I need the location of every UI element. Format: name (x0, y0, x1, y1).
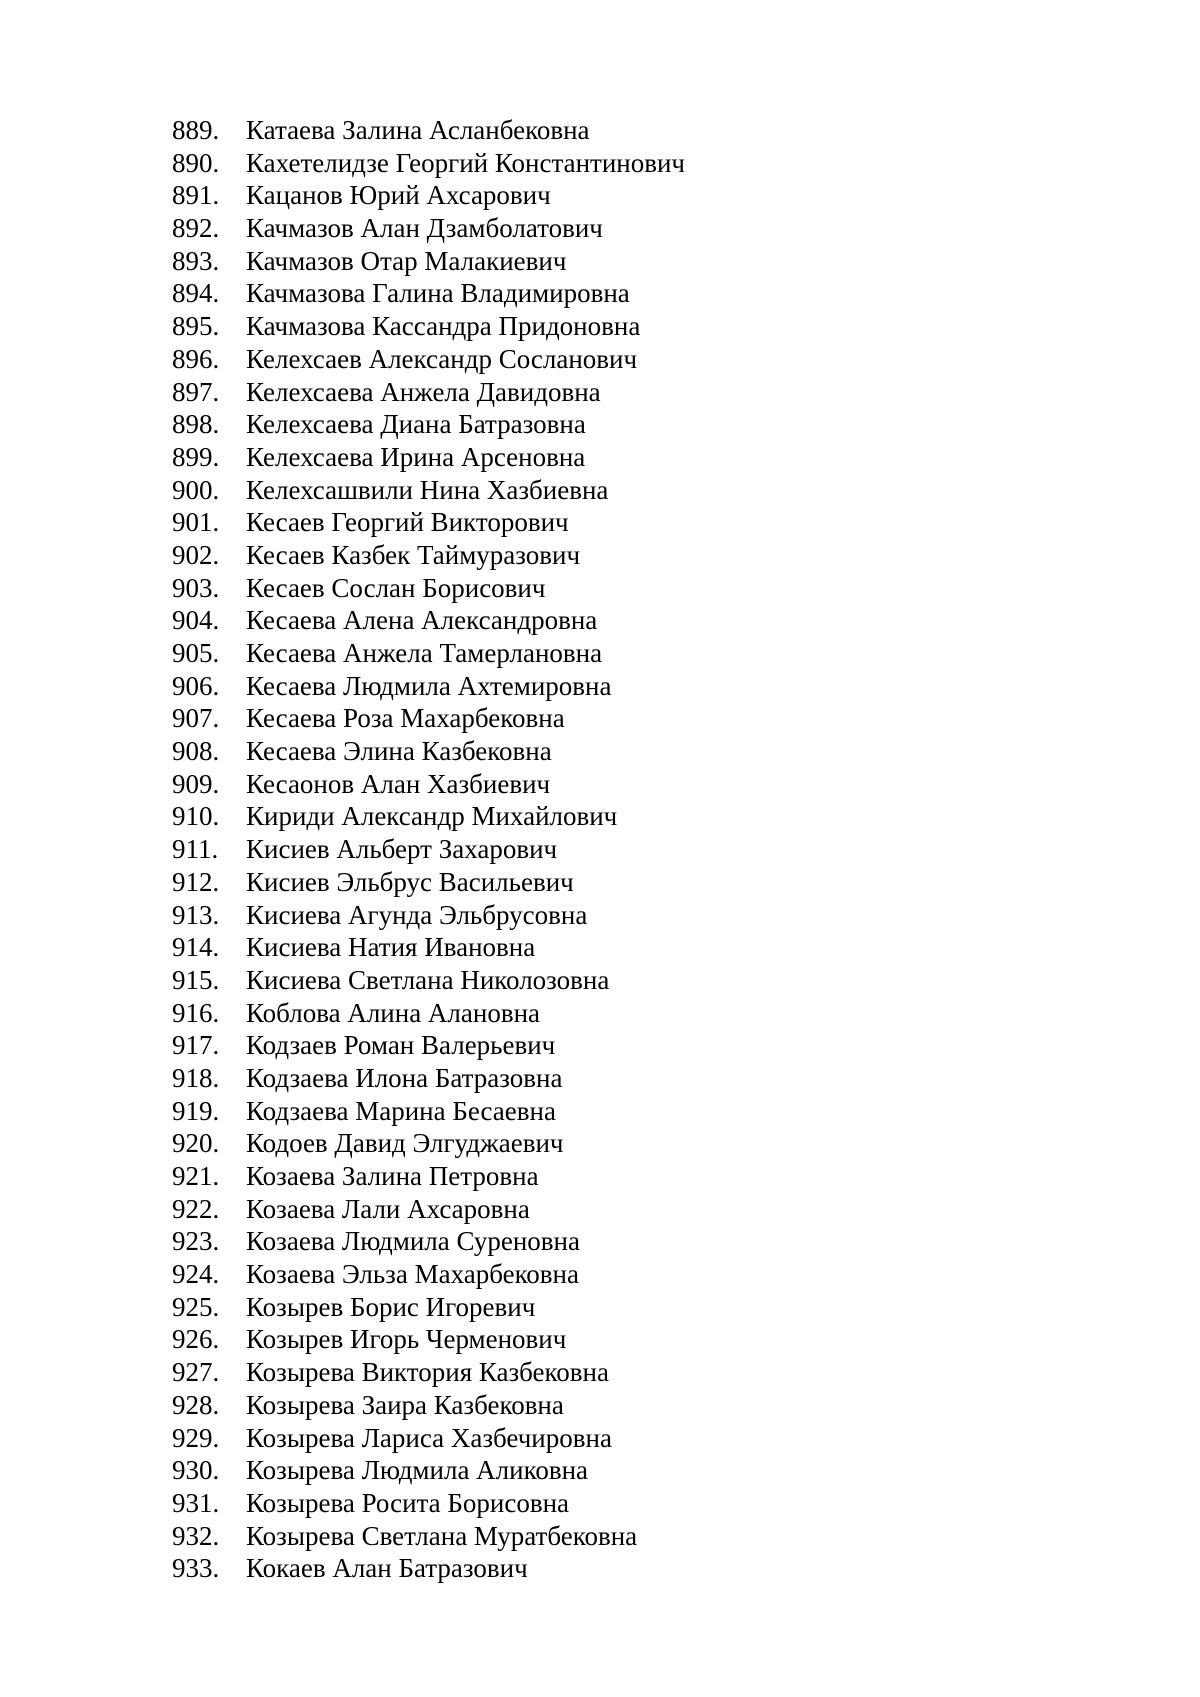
entry-name: Козырев Борис Игоревич (246, 1291, 536, 1322)
entry-name: Кокаев Алан Батразович (246, 1553, 528, 1584)
entry-name: Кесаева Элина Казбековна (246, 736, 552, 767)
entry-number: 921. (172, 1161, 220, 1191)
entry-number: 910. (172, 801, 220, 832)
entry-number: 919. (172, 1095, 220, 1126)
entry-name: Козаева Лали Ахсаровна (246, 1193, 530, 1224)
entry-name: Кисиева Светлана Николозовна (246, 964, 610, 995)
entry-name: Келехсашвили Нина Хазбиевна (246, 474, 609, 505)
entry-name: Кодоев Давид Элгуджаевич (246, 1128, 564, 1159)
entry-name: Кесаева Людмила Ахтемировна (246, 670, 612, 701)
entry-number: 922. (172, 1193, 220, 1224)
entry-name: Келехсаева Анжела Давидовна (246, 376, 601, 407)
entry-number: 898. (172, 409, 220, 440)
entry-number: 890. (172, 147, 220, 178)
entry-name: Кесаева Роза Махарбековна (246, 703, 565, 734)
entry-number: 924. (172, 1259, 220, 1290)
entry-number: 932. (172, 1520, 220, 1551)
entry-number: 917. (172, 1030, 220, 1061)
entry-name: Кесаева Алена Александровна (246, 605, 598, 636)
entry-name: Качмазов Отар Малакиевич (246, 245, 567, 276)
entry-name: Козырева Росита Борисовна (246, 1487, 570, 1518)
entry-name: Козырева Виктория Казбековна (246, 1357, 609, 1388)
entry-name: Кахетелидзе Георгий Константинович (246, 147, 686, 178)
entry-number: 916. (172, 997, 220, 1028)
entry-name: Качмазова Галина Владимировна (246, 278, 630, 309)
entry-name: Кириди Александр Михайлович (246, 801, 618, 832)
entry-name: Козаева Эльза Махарбековна (246, 1259, 579, 1290)
entry-number: 914. (172, 932, 220, 963)
entry-number: 906. (172, 670, 220, 701)
entry-name: Качмазов Алан Дзамболатович (246, 213, 603, 244)
entry-name: Качмазова Кассандра Придоновна (246, 311, 641, 342)
entry-number: 893. (172, 245, 220, 276)
entry-number: 903. (172, 572, 220, 603)
entry-name: Кодзаев Роман Валерьевич (246, 1030, 556, 1061)
entry-number: 901. (172, 507, 220, 538)
entry-name: Кесаев Казбек Таймуразович (246, 539, 581, 570)
entry-number: 920. (172, 1128, 220, 1159)
entry-number: 923. (172, 1226, 220, 1257)
entry-number: 894. (172, 278, 220, 309)
entry-name: Коблова Алина Алановна (246, 997, 541, 1028)
entry-number: 892. (172, 213, 220, 244)
entry-number: 931. (172, 1487, 220, 1518)
entry-name: Кисиев Эльбрус Васильевич (246, 866, 574, 897)
entry-number: 929. (172, 1422, 220, 1453)
entry-number: 907. (172, 703, 220, 734)
entry-number: 891. (172, 180, 220, 211)
entry-name: Кесаев Георгий Викторович (246, 507, 569, 538)
entry-name: Кодзаева Илона Батразовна (246, 1062, 563, 1093)
entry-number: 896. (172, 343, 220, 374)
entry-number: 930. (172, 1455, 220, 1486)
entry-name: Кацанов Юрий Ахсарович (246, 180, 551, 211)
entry-number: 904. (172, 605, 220, 636)
entry-name: Келехсаева Диана Батразовна (246, 409, 586, 440)
entry-number: 913. (172, 899, 220, 930)
entry-name: Козырева Заира Казбековна (246, 1389, 564, 1420)
entry-number: 902. (172, 539, 220, 570)
entry-name: Келехсаева Ирина Арсеновна (246, 441, 586, 472)
entry-number: 899. (172, 441, 220, 472)
entry-number: 900. (172, 474, 220, 505)
entry-name: Козырев Игорь Черменович (246, 1324, 567, 1355)
entry-name: Кесаева Анжела Тамерлановна (246, 638, 603, 668)
entry-name: Кисиев Альберт Захарович (246, 834, 558, 865)
entry-name: Козырева Людмила Аликовна (246, 1455, 589, 1486)
entry-number: 889. (172, 115, 220, 145)
entry-name: Кисиева Натия Ивановна (246, 932, 536, 963)
entry-name: Козырева Светлана Муратбековна (246, 1520, 638, 1551)
entry-name: Келехсаев Александр Сосланович (246, 343, 638, 374)
entry-number: 927. (172, 1357, 220, 1388)
entry-number: 905. (172, 638, 220, 668)
entry-number: 895. (172, 311, 220, 342)
entry-number: 915. (172, 964, 220, 995)
entry-name: Козырева Лариса Хазбечировна (246, 1422, 612, 1453)
entry-number: 912. (172, 866, 220, 897)
entry-name: Кесаонов Алан Хазбиевич (246, 768, 551, 799)
entry-number: 911. (172, 834, 219, 865)
entry-name: Козаева Залина Петровна (246, 1161, 539, 1191)
entry-name: Козаева Людмила Суреновна (246, 1226, 580, 1257)
entry-name: Кесаев Сослан Борисович (246, 572, 546, 603)
entry-name: Кодзаева Марина Бесаевна (246, 1095, 556, 1126)
entry-number: 928. (172, 1389, 220, 1420)
entry-number: 897. (172, 376, 220, 407)
entry-name: Кисиева Агунда Эльбрусовна (246, 899, 588, 930)
entry-number: 925. (172, 1291, 220, 1322)
entry-number: 908. (172, 736, 220, 767)
entry-number: 926. (172, 1324, 220, 1355)
entry-name: Катаева Залина Асланбековна (246, 115, 590, 145)
entry-number: 909. (172, 768, 220, 799)
entry-number: 918. (172, 1062, 220, 1093)
entry-number: 933. (172, 1553, 220, 1584)
